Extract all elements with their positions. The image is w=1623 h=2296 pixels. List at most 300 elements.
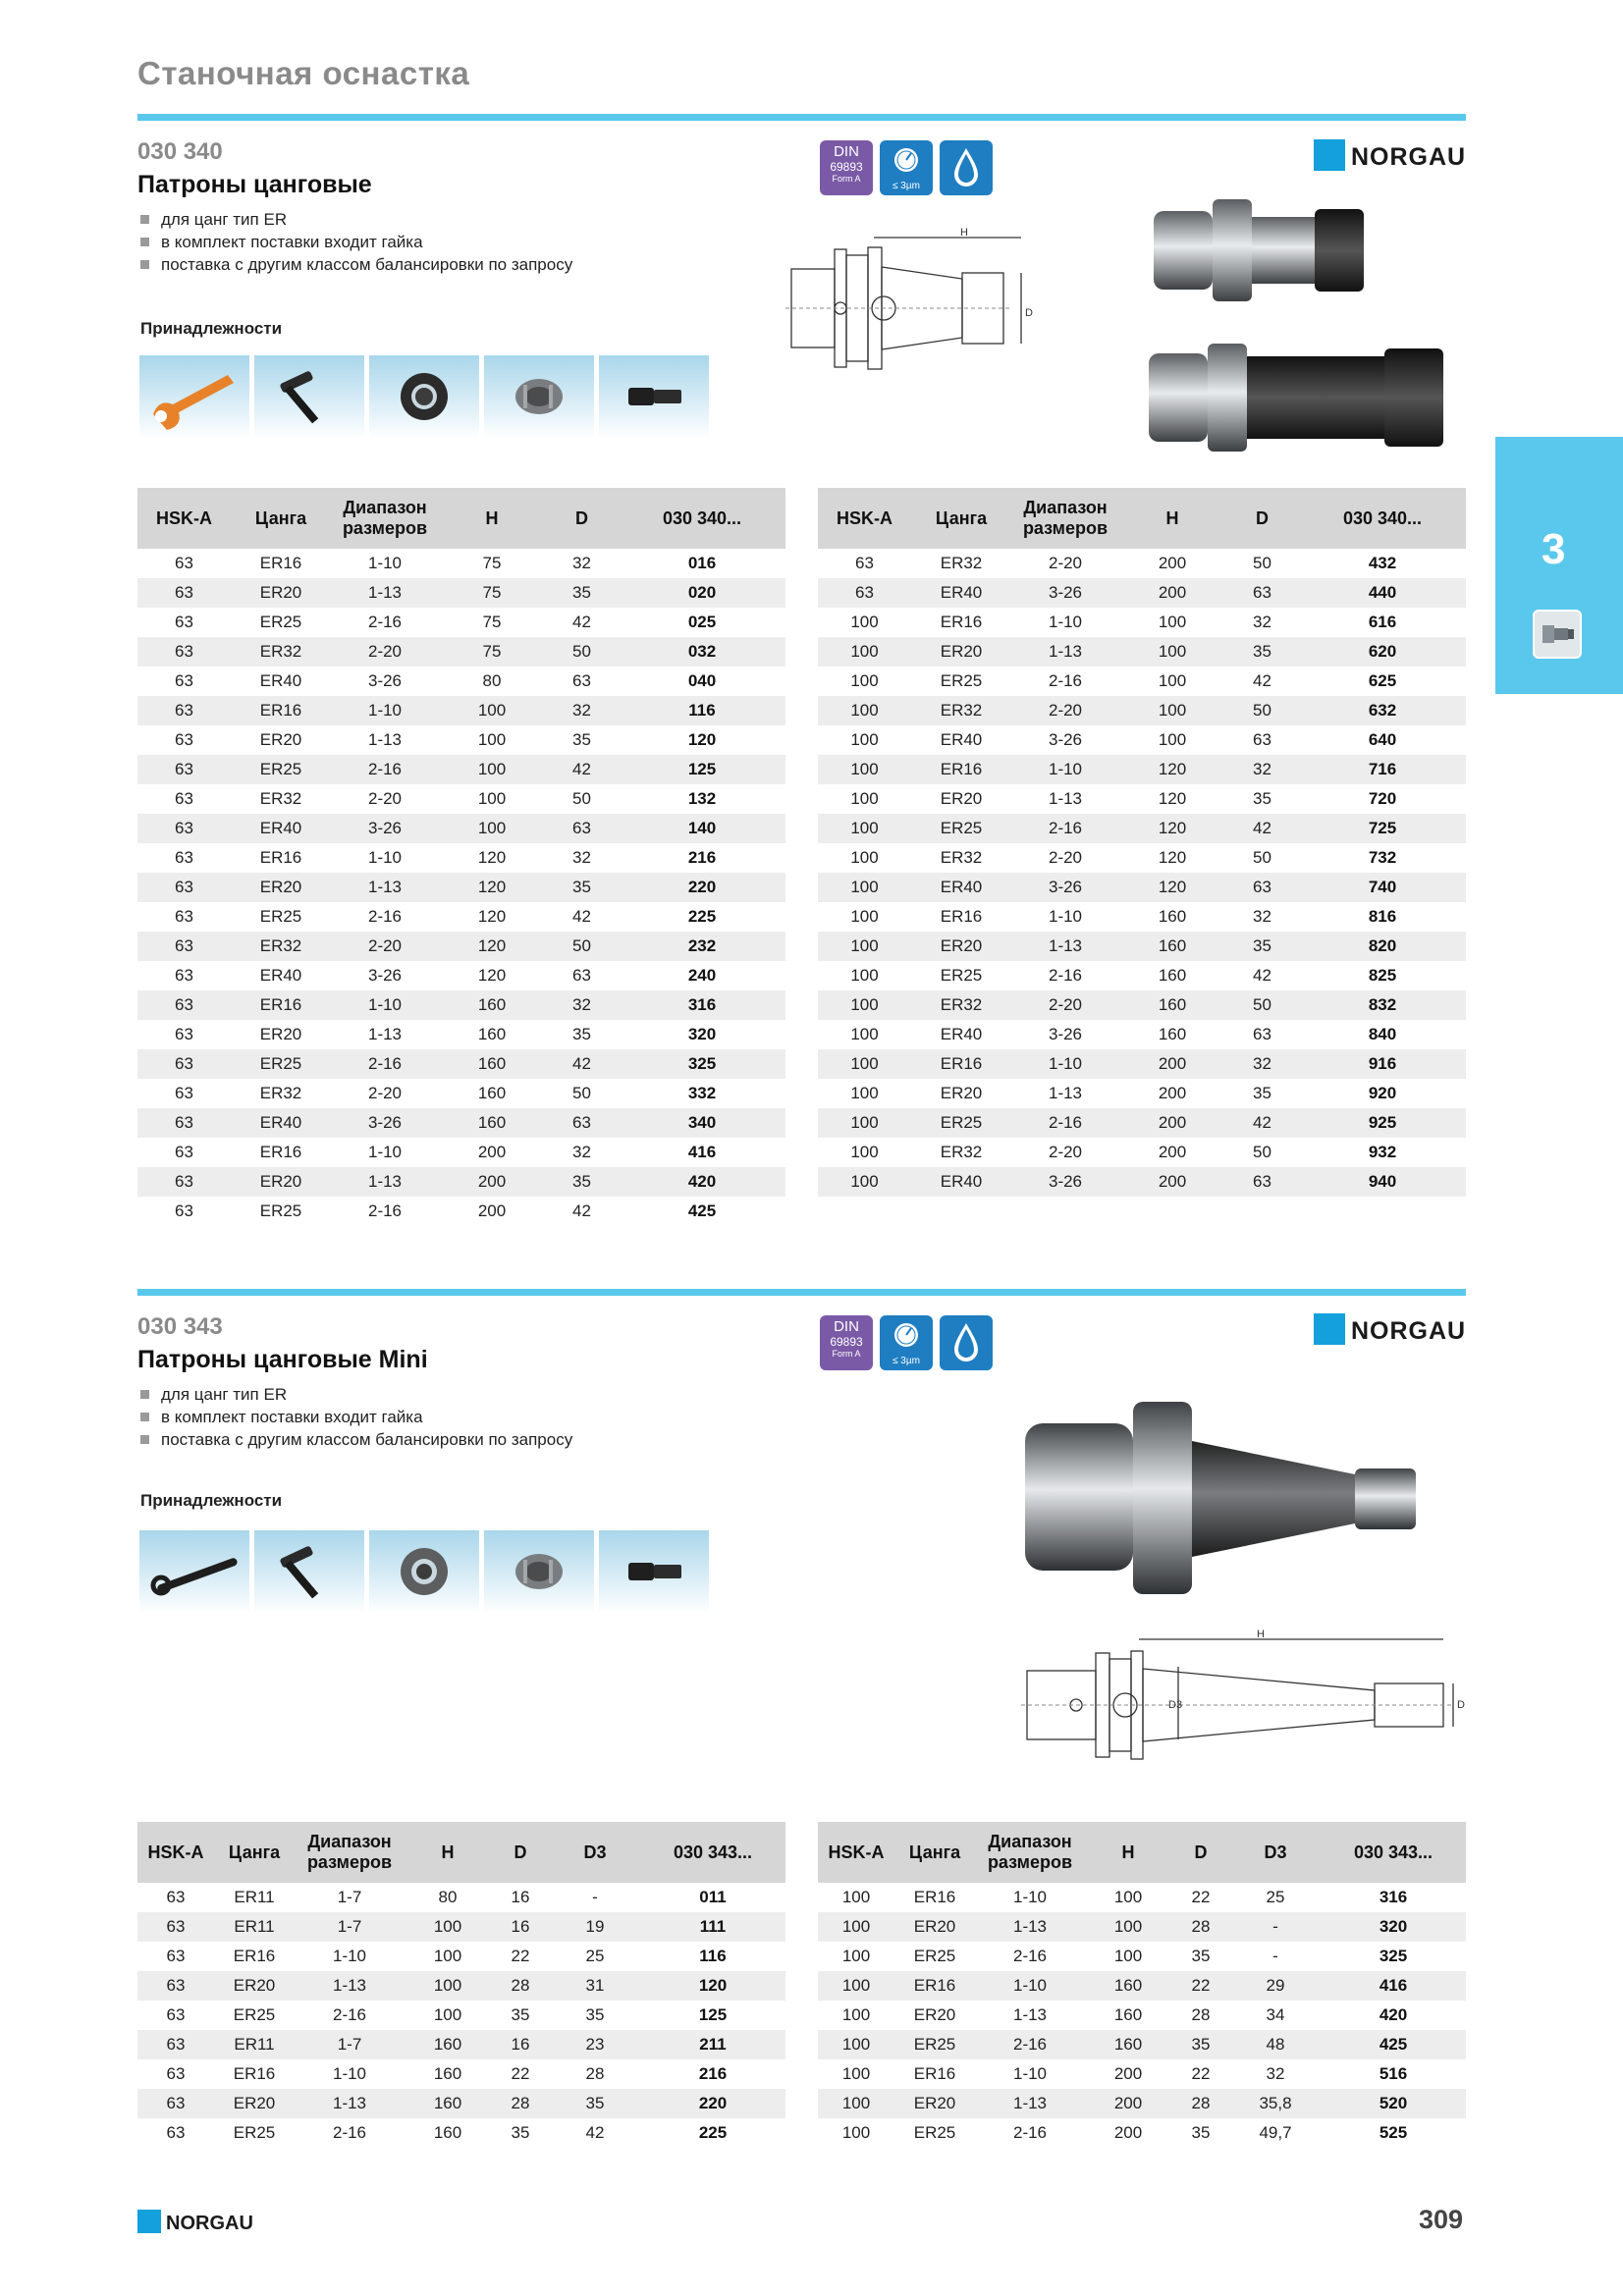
pin-wrench-icon[interactable] (139, 1530, 249, 1613)
table-cell: ER32 (940, 554, 983, 572)
column-header: D3 (1264, 1842, 1287, 1862)
brand-logo (1314, 1313, 1471, 1347)
table-cell: 100 (433, 1976, 462, 1995)
table-cell: 63 (175, 1025, 193, 1043)
table-cell: 75 (482, 583, 502, 602)
table-row (818, 2030, 1466, 2059)
table-row (137, 2030, 785, 2059)
table-cell: 32 (1253, 760, 1271, 778)
table-cell: 63 (175, 907, 193, 926)
table-cell: ER20 (259, 1025, 302, 1043)
table-cell: 2-20 (367, 1084, 403, 1102)
table-cell: 100 (850, 819, 879, 837)
table-cell: 63 (572, 671, 591, 690)
collet-nut-icon[interactable] (369, 355, 479, 438)
table-row (137, 902, 785, 932)
table-cell: 100 (850, 966, 879, 985)
table-cell: 1-13 (1048, 1084, 1083, 1102)
table-cell: 200 (1113, 2123, 1143, 2142)
table-cell: 200 (1158, 1143, 1187, 1161)
article-code-cell: 325 (1379, 1947, 1408, 1965)
table-row (818, 784, 1466, 814)
table-cell: 200 (477, 1172, 507, 1191)
table-cell: 63 (1253, 878, 1271, 896)
table-cell: ER20 (233, 1976, 276, 1995)
table-cell: 63 (166, 2064, 186, 2083)
accessories-row (137, 355, 707, 438)
table-cell: 32 (572, 848, 591, 867)
coolant-drop-icon (940, 1315, 993, 1370)
table-row (818, 725, 1466, 755)
din-badge: DIN 69893 Form A (820, 140, 873, 195)
table-cell: 23 (585, 2035, 605, 2054)
table-cell: ER11 (234, 1917, 275, 1936)
table-cell: ER40 (940, 583, 983, 602)
table-cell: 32 (572, 701, 591, 720)
table-cell: 100 (477, 760, 507, 778)
product-photo-long (1144, 339, 1458, 461)
table-cell: ER20 (940, 789, 983, 808)
table-header-row (137, 1822, 785, 1883)
table-cell: 63 (1253, 1025, 1271, 1043)
table-cell: ER16 (259, 995, 302, 1014)
table-cell: 25 (1266, 1888, 1285, 1906)
table-row (818, 755, 1466, 784)
column-header: H (485, 507, 499, 528)
table-cell: 2-16 (1012, 1947, 1048, 1965)
spec-table-left (137, 1822, 785, 2148)
table-row (137, 637, 785, 667)
table-cell: 1-7 (337, 1888, 362, 1906)
dim-h-label: H (960, 228, 968, 239)
table-cell: 28 (585, 2064, 605, 2083)
table-cell: 1-13 (1048, 789, 1083, 808)
article-code-cell: 116 (699, 1947, 727, 1965)
column-header: D3 (583, 1842, 607, 1862)
article-code-cell: 432 (1368, 554, 1397, 572)
table-cell: 100 (1113, 1947, 1143, 1965)
table-cell: 1-10 (1012, 2064, 1048, 2083)
table-row (818, 1883, 1466, 1912)
t-handle-key-icon[interactable] (254, 1530, 364, 1613)
table-cell: 63 (175, 760, 193, 778)
spec-table-right (818, 488, 1466, 1197)
table-cell: 63 (166, 2094, 186, 2112)
table-cell: 42 (1253, 1113, 1271, 1132)
article-code-cell: 840 (1368, 1025, 1397, 1043)
article-code-cell: 425 (687, 1201, 717, 1220)
article-code-cell: 111 (699, 1917, 727, 1936)
table-row (137, 725, 785, 755)
table-cell: 100 (841, 2035, 871, 2054)
table-row (137, 755, 785, 784)
table-row (137, 1138, 785, 1167)
table-cell: 42 (1253, 966, 1271, 985)
table-cell: 42 (572, 1201, 591, 1220)
table-cell: 160 (433, 2064, 462, 2083)
table-cell: 63 (175, 995, 193, 1014)
table-cell: 50 (572, 789, 591, 808)
article-code-cell: 340 (687, 1113, 717, 1132)
table-cell: 63 (175, 936, 193, 955)
table-row (137, 2059, 785, 2089)
runout-gauge-icon (880, 1315, 933, 1370)
table-cell: 200 (477, 1201, 507, 1220)
table-cell: 63 (175, 701, 193, 720)
table-row (818, 1942, 1466, 1971)
table-cell: ER20 (259, 878, 302, 896)
column-header: Диапазон размеров (987, 1832, 1073, 1872)
table-cell: 160 (1113, 2005, 1143, 2024)
table-cell: 22 (511, 2064, 530, 2083)
table-cell: 75 (482, 642, 502, 661)
table-row (137, 1912, 785, 1942)
column-header: Диапазон размеров (1022, 498, 1109, 538)
table-cell: ER25 (940, 1113, 983, 1132)
table-cell: ER11 (234, 1888, 275, 1906)
collet-icon[interactable] (484, 1530, 594, 1613)
spec-table-right (818, 1822, 1466, 2148)
table-cell: ER16 (940, 907, 983, 926)
feature-list (137, 208, 572, 276)
table-row (137, 549, 785, 578)
table-cell: 160 (1113, 1976, 1143, 1995)
table-cell: 22 (511, 1947, 530, 1965)
table-cell: 160 (477, 1054, 507, 1073)
table-row (137, 1020, 785, 1049)
article-code-cell: 125 (687, 760, 717, 778)
table-cell: 63 (855, 583, 874, 602)
table-cell: 100 (477, 701, 507, 720)
table-cell: 200 (477, 1143, 507, 1161)
table-cell: 1-10 (367, 1143, 403, 1161)
table-cell: 160 (1113, 2035, 1143, 2054)
article-code-cell: 825 (1368, 966, 1397, 985)
accessories-label: Принадлежности (140, 319, 283, 338)
table-cell: ER16 (233, 2064, 276, 2083)
brand-mark (137, 2210, 161, 2233)
table-cell: ER20 (913, 1917, 956, 1936)
table-cell: 35 (572, 1025, 591, 1043)
table-cell: 100 (850, 1172, 879, 1191)
table-cell: ER16 (259, 848, 302, 867)
runout-gauge-icon (880, 140, 933, 195)
table-row (818, 1167, 1466, 1197)
article-code-cell: 316 (1379, 1888, 1408, 1906)
section-title: Патроны цанговые Mini (137, 1346, 428, 1373)
table-cell: 100 (850, 995, 879, 1014)
table-cell: 100 (477, 730, 507, 749)
table-cell: ER40 (940, 878, 983, 896)
table-cell: 63 (166, 2005, 186, 2024)
table-row (818, 990, 1466, 1020)
article-code-cell: 040 (687, 671, 717, 690)
page-number: 309 (1419, 2205, 1464, 2234)
spec-badges (820, 140, 997, 197)
table-cell: 1-13 (1048, 936, 1083, 955)
table-cell: 35,8 (1259, 2094, 1292, 2112)
article-code-cell: 216 (687, 848, 717, 867)
table-cell: 42 (585, 2123, 605, 2142)
table-cell: 63 (166, 1947, 186, 1965)
table-cell: 35 (1253, 789, 1271, 808)
table-cell: 42 (572, 907, 591, 926)
table-cell: 28 (1191, 2005, 1211, 2024)
table-cell: 200 (1158, 1084, 1187, 1102)
article-code-cell: 325 (687, 1054, 717, 1073)
table-cell: 1-10 (1012, 1888, 1048, 1906)
table-cell: 120 (477, 966, 507, 985)
table-cell: 32 (1253, 907, 1271, 926)
column-header: H (1165, 507, 1179, 528)
article-code-cell: 940 (1368, 1172, 1397, 1191)
feature-item: поставка с другим классом балансировки по запросу (137, 253, 572, 276)
table-row (818, 1020, 1466, 1049)
brand-mark (1314, 1313, 1345, 1345)
table-cell: 160 (477, 995, 507, 1014)
table-cell: ER25 (913, 2035, 956, 2054)
table-cell: 2-20 (1048, 554, 1083, 572)
table-cell: 160 (1158, 907, 1187, 926)
table-cell: 32 (1266, 2064, 1285, 2083)
article-code-cell: 240 (687, 966, 717, 985)
table-cell: 3-26 (367, 1113, 403, 1132)
table-cell: 100 (841, 2094, 871, 2112)
table-cell: 63 (175, 1054, 193, 1073)
table-cell: ER20 (940, 1084, 983, 1102)
table-cell: 2-16 (1048, 819, 1083, 837)
table-cell: 1-13 (367, 878, 403, 896)
table-cell: 2-16 (1012, 2035, 1048, 2054)
table-cell: 63 (175, 966, 193, 985)
table-cell: 200 (1158, 1172, 1187, 1191)
table-row (818, 1138, 1466, 1167)
table-cell: 50 (572, 1084, 591, 1102)
article-code-cell: 820 (1368, 936, 1397, 955)
table-cell: ER25 (913, 2123, 956, 2142)
table-cell: 2-20 (1048, 1143, 1083, 1161)
table-cell: 63 (175, 878, 193, 896)
table-row (818, 1971, 1466, 2001)
feature-item: для цанг тип ER (137, 208, 572, 231)
screw-icon[interactable] (599, 355, 709, 438)
table-cell: ER16 (259, 1143, 302, 1161)
table-cell: 100 (477, 819, 507, 837)
table-cell: ER25 (259, 613, 302, 631)
table-cell: 31 (585, 1976, 605, 1995)
table-row (137, 843, 785, 873)
table-cell: 63 (166, 1917, 186, 1936)
table-cell: ER20 (940, 936, 983, 955)
table-cell: 63 (1253, 583, 1271, 602)
table-cell: 100 (841, 1947, 871, 1965)
table-cell: 19 (585, 1917, 605, 1936)
table-cell: 63 (166, 1888, 186, 1906)
table-cell: 34 (1266, 2005, 1285, 2024)
article-code-cell: 720 (1368, 789, 1397, 808)
column-header: D (514, 1842, 527, 1862)
table-row (818, 1049, 1466, 1079)
table-cell: 1-10 (367, 848, 403, 867)
column-header: D (1194, 1842, 1208, 1862)
screw-icon[interactable] (599, 1530, 709, 1613)
table-row (137, 932, 785, 961)
table-cell: 1-13 (1048, 642, 1083, 661)
table-cell: 160 (433, 2123, 462, 2142)
table-cell: 1-13 (367, 730, 403, 749)
table-cell: 1-13 (367, 1025, 403, 1043)
t-handle-key-icon[interactable] (254, 355, 364, 438)
table-cell: 100 (433, 2005, 462, 2024)
article-code-cell: 625 (1368, 671, 1397, 690)
table-cell: 120 (1158, 789, 1187, 808)
table-cell: ER40 (259, 966, 302, 985)
table-cell: 16 (511, 1917, 530, 1936)
column-header: Диапазон размеров (342, 498, 428, 538)
article-code-cell: 416 (687, 1143, 717, 1161)
table-cell: 1-10 (1048, 760, 1083, 778)
table-cell: 3-26 (1048, 1025, 1083, 1043)
article-code-cell: 116 (688, 701, 716, 720)
hook-wrench-icon[interactable] (139, 355, 249, 438)
table-cell: 50 (572, 936, 591, 955)
table-cell: 100 (850, 701, 879, 720)
article-code-cell: 125 (698, 2005, 728, 2024)
table-cell: 63 (572, 966, 591, 985)
table-cell: 50 (572, 642, 591, 661)
table-row (818, 2001, 1466, 2030)
table-row (137, 990, 785, 1020)
table-cell: 200 (1158, 554, 1187, 572)
table-row (137, 1883, 785, 1912)
spec-table-left (137, 488, 785, 1226)
table-cell: 1-10 (367, 701, 403, 720)
table-cell: 2-20 (367, 936, 403, 955)
table-cell: 2-16 (332, 2123, 367, 2142)
article-code-cell: 225 (687, 907, 717, 926)
table-cell: 200 (1113, 2064, 1143, 2083)
table-cell: ER25 (233, 2123, 276, 2142)
table-cell: ER40 (940, 730, 983, 749)
table-cell: 35 (572, 878, 591, 896)
article-code-cell: 016 (687, 554, 717, 572)
table-cell: 63 (175, 1084, 193, 1102)
table-row (137, 1197, 785, 1226)
svg-text:≤ 3µm: ≤ 3µm (893, 181, 920, 191)
table-cell: 120 (477, 848, 507, 867)
table-cell: ER16 (940, 613, 983, 631)
table-cell: 100 (850, 642, 879, 661)
table-cell: 100 (433, 1917, 462, 1936)
table-cell: 1-13 (367, 583, 403, 602)
table-cell: 28 (511, 1976, 530, 1995)
table-cell: ER32 (259, 642, 302, 661)
column-header: Цанга (228, 1842, 281, 1862)
table-row (137, 961, 785, 990)
table-cell: 42 (572, 1054, 591, 1073)
column-header: 030 343... (673, 1842, 753, 1862)
table-cell: 63 (175, 1172, 193, 1191)
table-cell: 42 (1253, 819, 1271, 837)
table-cell: 63 (572, 819, 591, 837)
table-cell: 63 (855, 554, 874, 572)
table-cell: 3-26 (367, 819, 403, 837)
table-cell: 100 (850, 613, 879, 631)
coolant-drop-icon (940, 140, 993, 195)
article-code-cell: 020 (687, 583, 717, 602)
table-cell: 50 (1253, 995, 1271, 1014)
table-cell: 42 (1253, 671, 1271, 690)
table-cell: 2-20 (367, 789, 403, 808)
table-cell: 120 (1158, 848, 1187, 867)
table-cell: 63 (166, 2123, 186, 2142)
technical-drawing (785, 228, 1100, 404)
table-cell: ER25 (259, 1201, 302, 1220)
article-code-cell: 632 (1368, 701, 1397, 720)
article-code-cell: 620 (1368, 642, 1397, 661)
table-cell: 48 (1266, 2035, 1285, 2054)
table-cell: 35 (572, 1172, 591, 1191)
table-cell: 160 (477, 1025, 507, 1043)
table-row (137, 2089, 785, 2118)
article-code-cell: 732 (1368, 848, 1397, 867)
table-cell: 100 (850, 671, 879, 690)
table-cell: ER25 (940, 966, 983, 985)
collet-icon[interactable] (484, 355, 594, 438)
article-code-cell: 320 (1379, 1917, 1408, 1936)
table-cell: 1-13 (332, 1976, 367, 1995)
article-code-cell: 025 (687, 613, 717, 631)
table-cell: 22 (1191, 2064, 1211, 2083)
article-code-cell: 920 (1368, 1084, 1397, 1102)
table-cell: 63 (166, 1976, 186, 1995)
table-cell: - (1272, 1947, 1278, 1965)
table-row (818, 843, 1466, 873)
table-cell: 200 (1158, 1113, 1187, 1132)
table-cell: 63 (175, 730, 193, 749)
collet-nut-icon[interactable] (369, 1530, 479, 1613)
column-header: Цанга (935, 507, 988, 528)
table-cell: ER16 (259, 554, 302, 572)
table-cell: 80 (438, 1888, 458, 1906)
table-cell: 22 (1191, 1976, 1211, 1995)
table-cell: 1-10 (1048, 1054, 1083, 1073)
table-cell: 1-13 (367, 1172, 403, 1191)
chapter-number: 3 (1542, 525, 1566, 573)
table-cell: 63 (1253, 730, 1271, 749)
table-cell: ER16 (233, 1947, 276, 1965)
table-cell: 100 (841, 2064, 871, 2083)
table-cell: 63 (175, 1113, 193, 1132)
table-cell: - (592, 1888, 598, 1906)
column-header: D (1256, 507, 1269, 528)
table-cell: ER11 (234, 2035, 275, 2054)
table-header-row (137, 488, 785, 549)
table-row (818, 932, 1466, 961)
table-cell: ER25 (259, 907, 302, 926)
table-cell: 100 (850, 789, 879, 808)
table-cell: 1-13 (1012, 2005, 1048, 2024)
table-cell: 29 (1266, 1976, 1285, 1995)
table-cell: 160 (1158, 936, 1187, 955)
table-cell: 100 (1113, 1917, 1143, 1936)
table-cell: 100 (850, 936, 879, 955)
din-badge: DIN 69893 Form A (820, 1315, 873, 1370)
table-row (137, 1942, 785, 1971)
table-cell: 16 (511, 1888, 530, 1906)
table-cell: 1-10 (1048, 907, 1083, 926)
article-code-cell: 420 (1379, 2005, 1408, 2024)
